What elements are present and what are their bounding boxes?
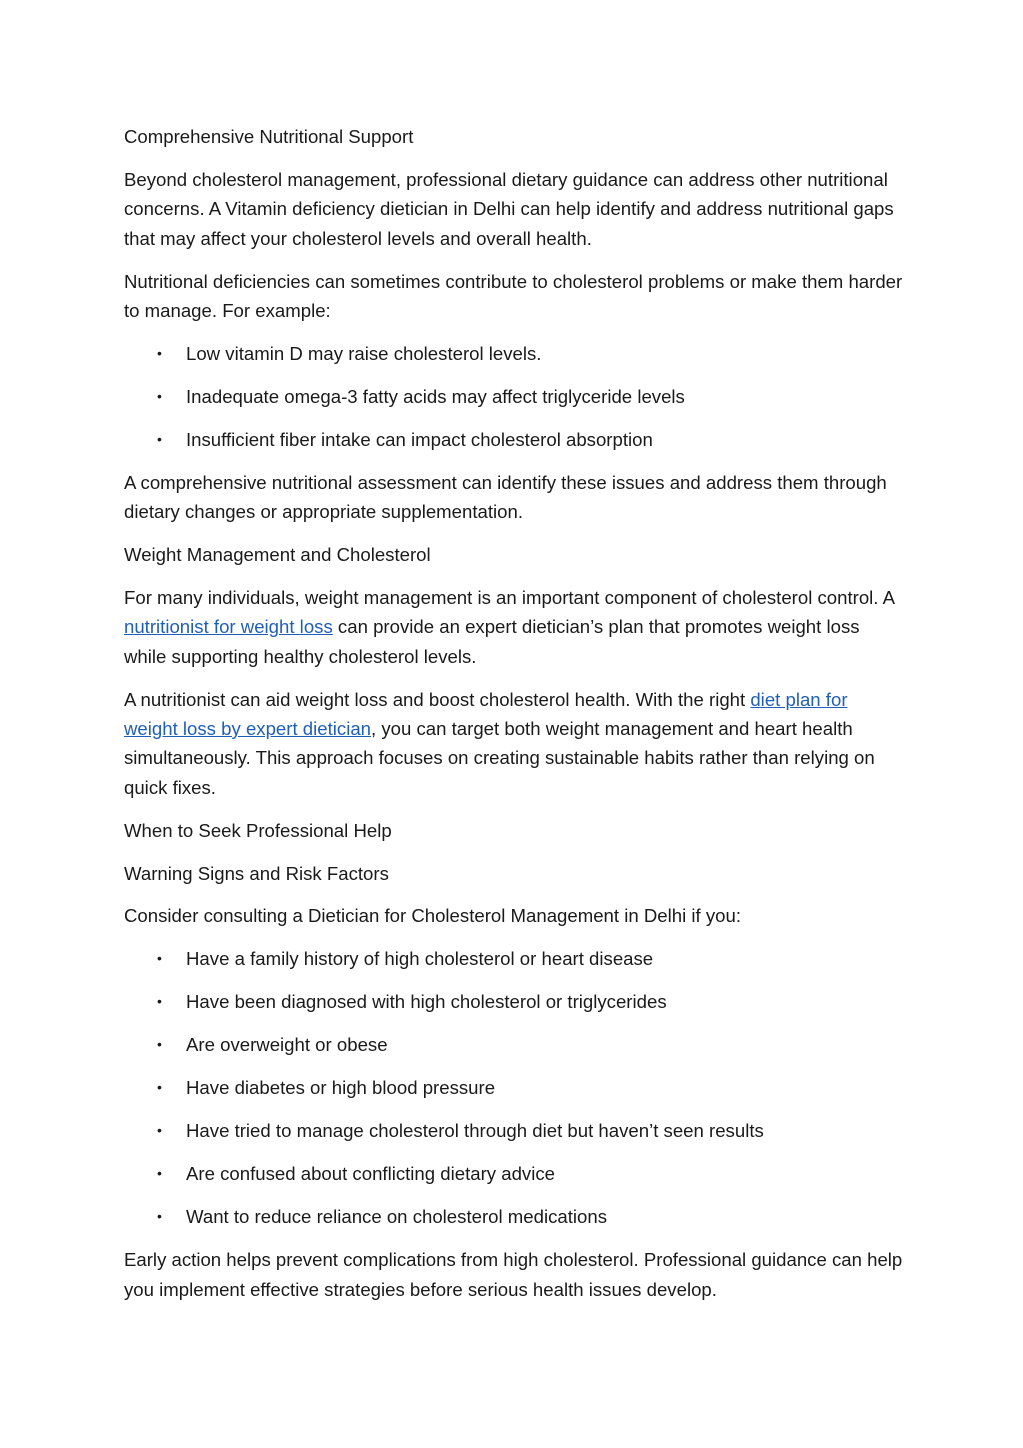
list-item-text: Are overweight or obese (186, 1034, 388, 1056)
list-item (124, 1116, 904, 1145)
paragraph-nutritional-concerns: Beyond cholesterol management, professional dietary guidance can address other nutritional concerns. A Vitamin deficiency dietician in Delhi can help identify and address nutritional gaps that may affect your cholesterol levels and overall health. (124, 168, 894, 249)
list-item (124, 1030, 904, 1059)
nutritionist-weight-loss-link[interactable]: nutritionist for weight loss (124, 616, 333, 638)
list-item (124, 944, 904, 973)
text-segment: A nutritionist can aid weight loss and boost cholesterol health. With the right (124, 688, 751, 710)
bullet-icon: • (157, 430, 162, 447)
list-item (124, 339, 904, 368)
bullet-icon: • (157, 1122, 162, 1139)
list-item-text: Have diabetes or high blood pressure (186, 1077, 496, 1099)
subheading-warning-signs: Warning Signs and Risk Factors (124, 862, 389, 884)
document-page (124, 122, 904, 1318)
list-item-text: Have been diagnosed with high cholesterol or triglycerides (186, 991, 667, 1013)
list-item-text: Low vitamin D may raise cholesterol levels. (186, 342, 542, 364)
bullet-icon: • (157, 387, 162, 404)
bullet-icon: • (157, 1208, 162, 1225)
section-heading-weight-management: Weight Management and Cholesterol (124, 544, 431, 566)
text-segment: can provide an expert dietician’s plan that promotes weight loss while supporting healthy cholesterol levels. (124, 616, 860, 667)
deficiency-list (124, 339, 904, 454)
paragraph-assessment: A comprehensive nutritional assessment can identify these issues and address them through dietary changes or appropriate supplementation. (124, 471, 887, 523)
bullet-icon: • (157, 1079, 162, 1096)
paragraph-deficiencies-intro: Nutritional deficiencies can sometimes contribute to cholesterol problems or make them harder to manage. For example: (124, 270, 903, 321)
risk-factor-list (124, 944, 904, 1231)
paragraph-closing: Early action helps prevent complications from high cholesterol. Professional guidance can help you implement effective strategies before serious health issues develop. (124, 1249, 903, 1300)
diet-plan-link[interactable]: diet plan for weight loss by expert dietician (124, 688, 848, 739)
section-heading-nutritional-support: Comprehensive Nutritional Support (124, 126, 414, 147)
text-segment: For many individuals, weight management is an important component of cholesterol control. A (124, 587, 894, 609)
section-heading-professional-help: When to Seek Professional Help (124, 819, 392, 841)
paragraph-diet-plan (124, 685, 904, 802)
paragraph-consult-intro: Consider consulting a Dietician for Cholesterol Management in Delhi if you: (124, 905, 742, 927)
bullet-icon: • (157, 1165, 162, 1182)
list-item (124, 987, 904, 1016)
list-item-text: Want to reduce reliance on cholesterol medications (186, 1206, 607, 1228)
bullet-icon: • (157, 993, 162, 1010)
list-item (124, 425, 904, 454)
bullet-icon: • (157, 344, 162, 361)
list-item-text: Have a family history of high cholesterol or heart disease (186, 948, 654, 970)
list-item-text: Are confused about conflicting dietary advice (186, 1163, 555, 1185)
bullet-icon: • (157, 1036, 162, 1053)
list-item (124, 1202, 904, 1231)
list-item (124, 382, 904, 411)
list-item (124, 1073, 904, 1102)
list-item-text: Insufficient fiber intake can impact cholesterol absorption (186, 428, 653, 450)
bullet-icon: • (157, 950, 162, 967)
paragraph-weight-control (124, 583, 904, 671)
text-segment: , you can target both weight management and heart health simultaneously. This approach focuses on creating sustainable habits rather than relying on quick fixes. (124, 717, 875, 798)
list-item-text: Inadequate omega-3 fatty acids may affect triglyceride levels (186, 385, 685, 407)
list-item-text: Have tried to manage cholesterol through diet but haven’t seen results (186, 1120, 764, 1142)
list-item (124, 1159, 904, 1188)
